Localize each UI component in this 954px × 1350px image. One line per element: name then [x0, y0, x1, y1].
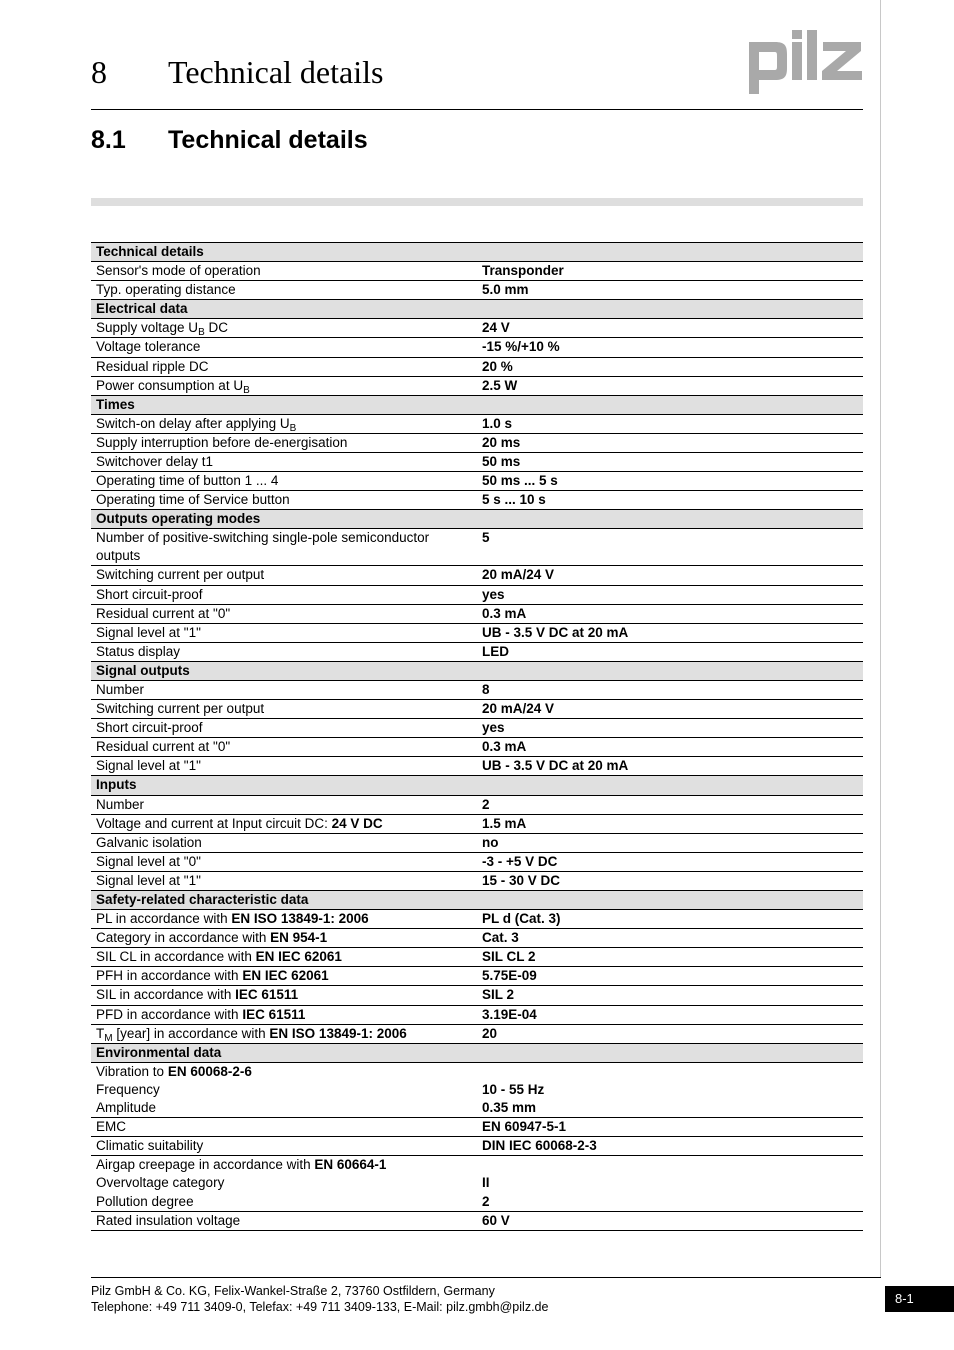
table-row	[91, 281, 863, 300]
parameter-label	[91, 833, 477, 852]
table-row	[91, 1156, 863, 1175]
table-row	[91, 719, 863, 738]
parameter-label	[91, 738, 477, 757]
parameter-value: SIL CL 2	[477, 948, 863, 967]
label-part: Climatic suitability	[96, 1138, 204, 1154]
parameter-value: -3 - +5 V DC	[477, 852, 863, 871]
group-title: Times	[91, 395, 863, 414]
group-title: Inputs	[91, 776, 863, 795]
parameter-label	[91, 967, 477, 986]
label-part: Residual current at "0"	[96, 605, 231, 621]
parameter-label	[91, 719, 477, 738]
group-title: Electrical data	[91, 300, 863, 319]
parameter-label	[91, 700, 477, 719]
parameter-value: 24 V	[477, 319, 863, 338]
footer-line-2: Telephone: +49 711 3409-0, Telefax: +49 711 3409-133, E-Mail: pilz.gmbh@pilz.de	[91, 1300, 549, 1314]
label-part: Switching current per output	[96, 701, 265, 717]
label-part: SIL in accordance with	[96, 987, 236, 1003]
label-subscript: B	[289, 422, 297, 434]
parameter-value: no	[477, 833, 863, 852]
parameter-label	[91, 1118, 477, 1137]
table-row	[91, 1137, 863, 1156]
table-group-header	[91, 243, 863, 262]
parameter-label	[91, 680, 477, 699]
page-number: 8-1	[895, 1291, 914, 1306]
table-row	[91, 680, 863, 699]
table-row	[91, 262, 863, 281]
parameter-value: yes	[477, 719, 863, 738]
parameter-label	[91, 1024, 477, 1043]
label-part: Airgap creepage in accordance with	[96, 1157, 315, 1173]
parameter-label	[91, 604, 477, 623]
parameter-value: 3.19E-04	[477, 1005, 863, 1024]
table-row	[91, 1174, 863, 1192]
label-part: 24 V DC	[331, 815, 383, 831]
label-part: Operating time of Service button	[96, 492, 290, 508]
chapter-title: Technical details	[168, 54, 384, 90]
label-part: Galvanic isolation	[96, 834, 202, 850]
label-part: Signal level at "1"	[96, 872, 201, 888]
parameter-value: LED	[477, 642, 863, 661]
parameter-label	[91, 910, 477, 929]
parameter-label	[91, 1193, 477, 1212]
table-row	[91, 852, 863, 871]
label-part: Voltage tolerance	[96, 339, 201, 355]
label-part: Number	[96, 681, 145, 697]
table-row	[91, 357, 863, 376]
parameter-value: 1.0 s	[477, 414, 863, 433]
label-part: EN IEC 62061	[255, 949, 342, 965]
parameter-value: 0.3 mA	[477, 604, 863, 623]
parameter-value: 5	[477, 529, 863, 566]
label-part: DC	[204, 320, 228, 336]
section-band	[91, 198, 863, 206]
parameter-value: II	[482, 1175, 490, 1191]
label-part: IEC 61511	[242, 1006, 306, 1022]
table-row	[91, 986, 863, 1005]
parameter-value: 2	[477, 795, 863, 814]
label-part: Frequency	[96, 1081, 160, 1097]
label-part: EN 60664-1	[314, 1157, 387, 1173]
footer-line-1: Pilz GmbH & Co. KG, Felix-Wankel-Straße 2, 73760 Ostfildern, Germany	[91, 1284, 495, 1298]
parameter-label	[91, 1174, 477, 1192]
parameter-value: 15 - 30 V DC	[477, 871, 863, 890]
section-number: 8.1	[91, 126, 126, 154]
parameter-value: 20 mA/24 V	[477, 700, 863, 719]
table-row	[91, 604, 863, 623]
table-group-header	[91, 395, 863, 414]
parameter-label	[91, 529, 477, 566]
table-row	[91, 642, 863, 661]
parameter-value: 60 V	[477, 1211, 863, 1230]
label-part: PFH in accordance with	[96, 968, 243, 984]
label-part: Operating time of button 1 ... 4	[96, 473, 279, 489]
parameter-value: 5.75E-09	[477, 967, 863, 986]
table-group-header	[91, 776, 863, 795]
label-part: Signal level at "1"	[96, 624, 201, 640]
label-part: EN 60068-2-6	[167, 1063, 252, 1079]
section-heading	[91, 124, 368, 156]
table-row	[91, 700, 863, 719]
parameter-value: 1.5 mA	[477, 814, 863, 833]
label-part: IEC 61511	[235, 987, 299, 1003]
table-group-header	[91, 300, 863, 319]
parameter-label	[91, 852, 477, 871]
parameter-label	[91, 757, 477, 776]
label-part: Switch-on delay after applying U	[96, 415, 290, 431]
table-row	[91, 529, 863, 566]
label-part: Vibration to	[96, 1063, 168, 1079]
parameter-value: 20 %	[477, 357, 863, 376]
parameter-value: 0.3 mA	[477, 738, 863, 757]
label-part: EN ISO 13849-1: 2006	[231, 911, 369, 927]
parameter-value: DIN IEC 60068-2-3	[477, 1137, 863, 1156]
parameter-value: 5 s ... 10 s	[477, 491, 863, 510]
table-row	[91, 795, 863, 814]
header-rule	[91, 109, 863, 110]
parameter-label	[91, 1062, 477, 1081]
parameter-label	[91, 566, 477, 585]
parameter-value: UB - 3.5 V DC at 20 mA	[477, 623, 863, 642]
label-part: Switchover delay t1	[96, 454, 214, 470]
parameter-label	[91, 1211, 477, 1230]
parameter-value: -15 %/+10 %	[477, 338, 863, 357]
parameter-value: 50 ms ... 5 s	[477, 472, 863, 491]
label-part: Supply interruption before de-energisation	[96, 434, 348, 450]
parameter-value: PL d (Cat. 3)	[477, 910, 863, 929]
label-part: Signal level at "1"	[96, 758, 201, 774]
group-title: Technical details	[91, 243, 863, 262]
parameter-label	[91, 1099, 477, 1118]
table-row	[91, 319, 863, 338]
label-part: PFD in accordance with	[96, 1006, 243, 1022]
parameter-label	[91, 986, 477, 1005]
label-part: Typ. operating distance	[96, 282, 236, 298]
parameter-value: 20	[477, 1024, 863, 1043]
parameter-label	[91, 357, 477, 376]
parameter-label	[91, 1137, 477, 1156]
label-part: EN IEC 62061	[242, 968, 329, 984]
table-row	[91, 453, 863, 472]
label-part: T	[96, 1025, 105, 1041]
label-part: Voltage and current at Input circuit DC:	[96, 815, 332, 831]
table-row	[91, 910, 863, 929]
parameter-label	[91, 338, 477, 357]
parameter-label	[91, 1005, 477, 1024]
table-row	[91, 1024, 863, 1043]
parameter-label	[91, 262, 477, 281]
parameter-label	[91, 491, 477, 510]
table-row	[91, 1193, 863, 1212]
label-subscript: M	[104, 1032, 113, 1044]
table-row	[91, 929, 863, 948]
label-part: [year] in accordance with	[112, 1025, 270, 1041]
parameter-label	[91, 1081, 477, 1099]
parameter-label	[91, 642, 477, 661]
parameter-value: 10 - 55 Hz	[482, 1081, 545, 1097]
right-margin-line	[880, 0, 881, 1278]
parameter-label	[91, 472, 477, 491]
label-part: Number	[96, 796, 145, 812]
table-row	[91, 757, 863, 776]
table-row	[91, 376, 863, 395]
label-part: Sensor's mode of operation	[96, 263, 261, 279]
parameter-label	[91, 929, 477, 948]
label-part: SIL CL in accordance with	[96, 949, 256, 965]
table-group-header	[91, 1043, 863, 1062]
label-part: Residual current at "0"	[96, 739, 231, 755]
table-row	[91, 1081, 863, 1099]
parameter-label	[91, 319, 477, 338]
parameter-value: 50 ms	[477, 453, 863, 472]
section-title: Technical details	[168, 126, 368, 154]
parameter-value: Transponder	[477, 262, 863, 281]
parameter-label	[91, 453, 477, 472]
parameter-label	[91, 623, 477, 642]
table-row	[91, 833, 863, 852]
label-subscript: B	[243, 384, 250, 396]
table-row	[91, 1062, 863, 1081]
label-part: EMC	[96, 1119, 126, 1135]
parameter-value: SIL 2	[477, 986, 863, 1005]
parameter-label	[91, 281, 477, 300]
chapter-number: 8	[91, 54, 107, 90]
table-row	[91, 814, 863, 833]
parameter-value	[477, 1062, 863, 1081]
table-row	[91, 585, 863, 604]
parameter-label	[91, 1156, 477, 1175]
parameter-value: 5.0 mm	[477, 281, 863, 300]
group-title: Safety-related characteristic data	[91, 891, 863, 910]
label-part: Pollution degree	[96, 1193, 194, 1209]
label-part: EN 954-1	[270, 930, 328, 946]
label-part: Short circuit-proof	[96, 720, 203, 736]
table-row	[91, 472, 863, 491]
parameter-label	[91, 795, 477, 814]
table-row	[91, 1005, 863, 1024]
page-number-box	[885, 1286, 954, 1312]
table-row	[91, 967, 863, 986]
parameter-value: yes	[477, 585, 863, 604]
group-title: Environmental data	[91, 1043, 863, 1062]
footer-address	[91, 1283, 548, 1315]
footer-rule	[91, 1277, 881, 1278]
table-row	[91, 871, 863, 890]
parameter-value: EN 60947-5-1	[477, 1118, 863, 1137]
parameter-value: 2	[482, 1193, 490, 1209]
table-group-header	[91, 891, 863, 910]
parameter-value: 2.5 W	[477, 376, 863, 395]
table-row	[91, 338, 863, 357]
table-row	[91, 948, 863, 967]
pilz-logo	[747, 28, 865, 96]
parameter-value: 20 ms	[477, 433, 863, 452]
label-part: Short circuit-proof	[96, 586, 203, 602]
table-group-header	[91, 510, 863, 529]
label-part: Rated insulation voltage	[96, 1212, 241, 1228]
parameter-value: 0.35 mm	[482, 1100, 537, 1116]
table-row	[91, 1211, 863, 1230]
label-part: EN ISO 13849-1: 2006	[269, 1025, 407, 1041]
parameter-value: Cat. 3	[477, 929, 863, 948]
table-row	[91, 433, 863, 452]
parameter-value: UB - 3.5 V DC at 20 mA	[477, 757, 863, 776]
label-part: Number of positive-switching single-pole semiconductor outputs	[96, 530, 430, 564]
label-part: PL in accordance with	[96, 911, 232, 927]
label-part: Supply voltage U	[96, 320, 199, 336]
table-row	[91, 491, 863, 510]
label-part: Residual ripple DC	[96, 358, 209, 374]
parameter-label	[91, 585, 477, 604]
parameter-value: 8	[477, 680, 863, 699]
parameter-label	[91, 814, 477, 833]
table-row	[91, 1099, 863, 1118]
group-title: Outputs operating modes	[91, 510, 863, 529]
label-part: Switching current per output	[96, 567, 265, 583]
label-part: Power consumption at U	[96, 377, 244, 393]
chapter-heading	[91, 52, 383, 92]
table-group-header	[91, 661, 863, 680]
label-part: Amplitude	[96, 1100, 157, 1116]
technical-details-table	[91, 242, 863, 1231]
table-row	[91, 414, 863, 433]
label-part: Overvoltage category	[96, 1175, 225, 1191]
label-part: Signal level at "0"	[96, 853, 201, 869]
group-title: Signal outputs	[91, 661, 863, 680]
label-subscript: B	[198, 327, 205, 339]
table-row	[91, 1118, 863, 1137]
table-row	[91, 566, 863, 585]
table-row	[91, 738, 863, 757]
parameter-label	[91, 414, 477, 433]
table-row	[91, 623, 863, 642]
parameter-label	[91, 376, 477, 395]
parameter-label	[91, 433, 477, 452]
parameter-label	[91, 948, 477, 967]
label-part: Status display	[96, 643, 181, 659]
label-part: Category in accordance with	[96, 930, 271, 946]
parameter-value: 20 mA/24 V	[477, 566, 863, 585]
parameter-value	[477, 1156, 863, 1175]
parameter-label	[91, 871, 477, 890]
